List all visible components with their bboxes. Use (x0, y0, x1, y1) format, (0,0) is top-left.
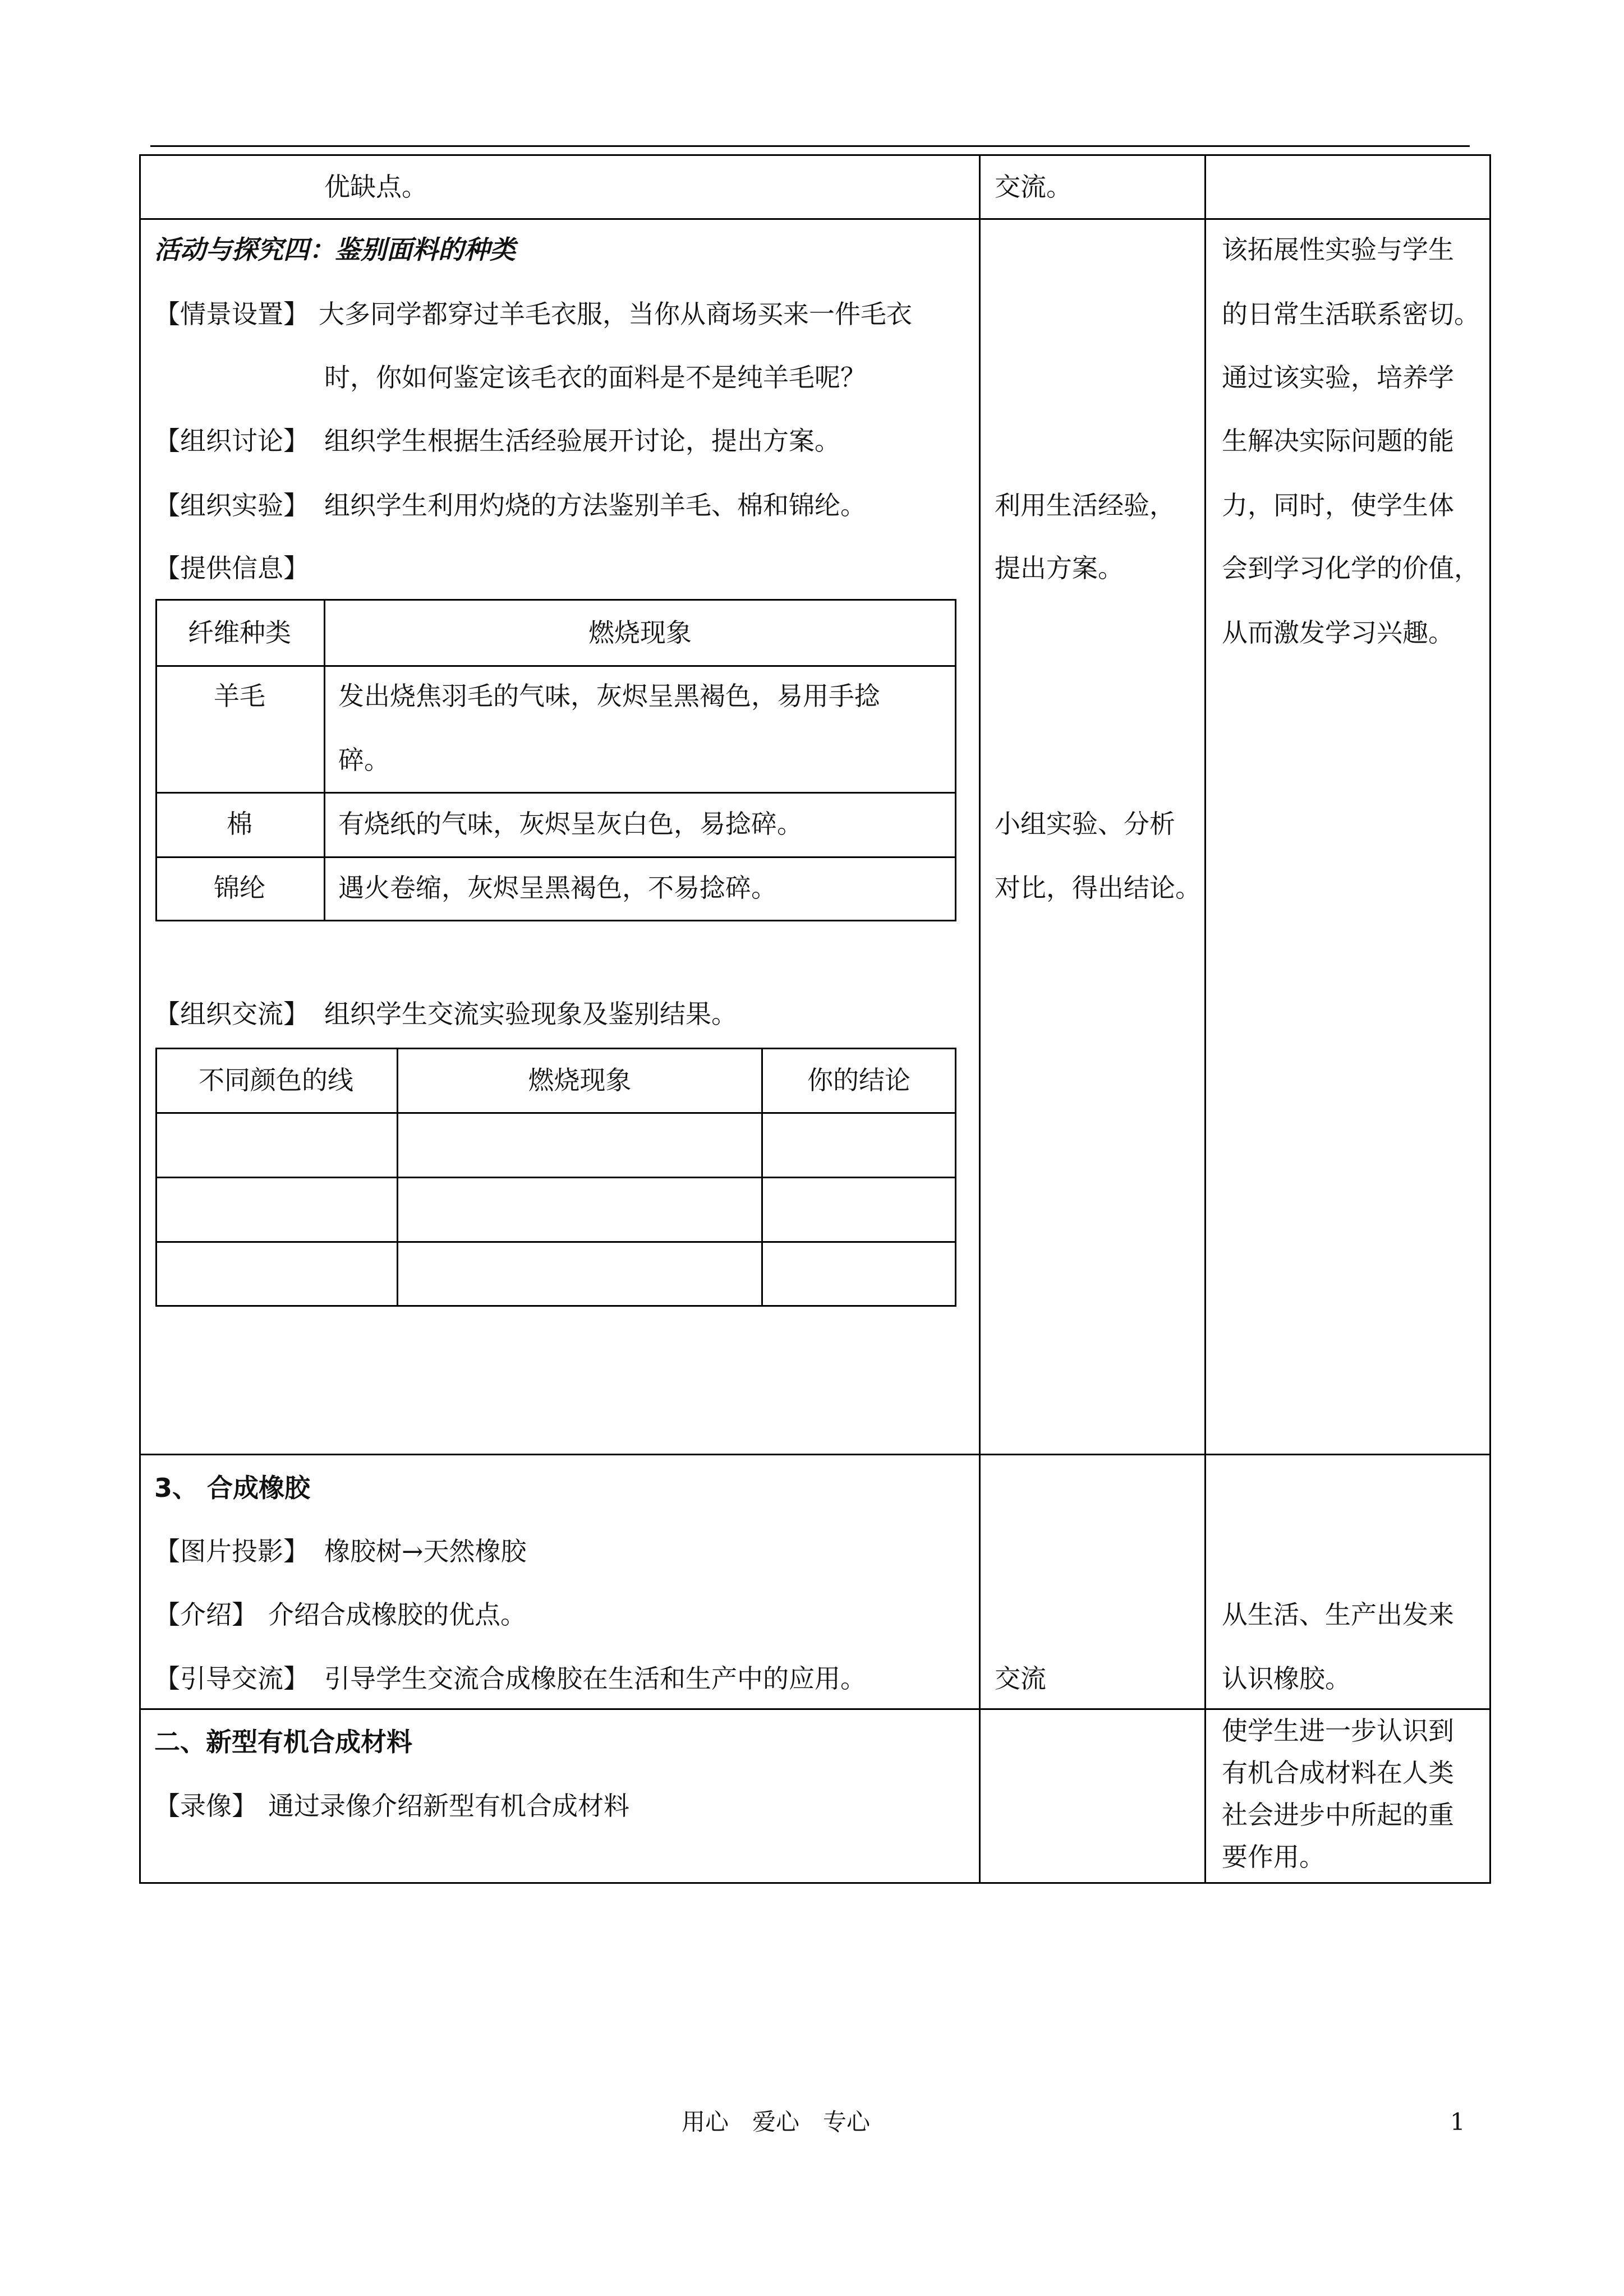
guide-text: 引导学生交流合成橡胶在生活和生产中的应用。 (324, 1663, 866, 1694)
intent-line: 通过该实验，培养学 (1222, 362, 1454, 393)
scenario-line1: 大多同学都穿过羊毛衣服，当你从商场买来一件毛衣 (319, 299, 912, 329)
activity4-title: 活动与探究四：鉴别面料的种类 (154, 234, 516, 265)
result-header-conclusion: 你的结论 (807, 1065, 910, 1095)
result-header-thread: 不同颜色的线 (199, 1065, 353, 1095)
intent-line: 从而激发学习兴趣。 (1222, 617, 1454, 648)
table-col-divider (1204, 154, 1206, 1884)
fiber-row-phenomenon: 有烧纸的气味，灰烬呈灰白色，易捻碎。 (338, 809, 803, 839)
table-border-top (139, 154, 1491, 156)
fiber-row-phenomenon: 遇火卷缩，灰烬呈黑褐色，不易捻碎。 (338, 873, 777, 903)
intent-line: 有机合成材料在人类 (1222, 1758, 1454, 1788)
intro-text: 介绍合成橡胶的优点。 (268, 1599, 526, 1630)
intent-line: 力，同时，使学生体 (1222, 490, 1454, 520)
fiber-row-type: 锦纶 (214, 873, 265, 903)
experiment-text: 组织学生利用灼烧的方法鉴别羊毛、棉和锦纶。 (324, 490, 866, 520)
pic-tag: 【图片投影】 (154, 1536, 309, 1566)
scenario-tag: 【情景设置】 (154, 299, 309, 329)
pic-text: 橡胶树→天然橡胶 (324, 1536, 527, 1566)
intent-line: 该拓展性实验与学生 (1222, 234, 1454, 265)
intent-line: 社会进步中所起的重 (1222, 1800, 1454, 1830)
intent-line: 认识橡胶。 (1222, 1663, 1351, 1694)
student-activity-text: 对比，得出结论。 (995, 873, 1201, 903)
fiber-row-type: 棉 (227, 809, 252, 839)
student-activity-text: 小组实验、分析 (995, 809, 1175, 839)
discuss-tag: 【组织讨论】 (154, 426, 309, 456)
intent-line: 的日常生活联系密切。 (1222, 299, 1480, 329)
fiber-row-type: 羊毛 (214, 681, 265, 711)
table-row-divider (139, 1454, 1491, 1455)
rubber-student-text: 交流 (995, 1663, 1046, 1694)
table-row-divider (139, 1708, 1491, 1710)
fiber-row-phenomenon: 发出烧焦羽毛的气味，灰烬呈黑褐色，易用手捻 (338, 681, 880, 711)
footer-motto: 用心 爱心 专心 (682, 2108, 871, 2136)
page-number: 1 (1450, 2108, 1465, 2136)
table-row-divider (139, 218, 1491, 220)
exchange-tag: 【组织交流】 (154, 999, 309, 1029)
table-border-right (1489, 154, 1491, 1884)
fiber-header-type: 纤维种类 (188, 617, 291, 648)
intent-line: 从生活、生产出发来 (1222, 1599, 1454, 1630)
rubber-title: 3、 合成橡胶 (154, 1473, 311, 1503)
table-col-divider (979, 154, 981, 1884)
exchange-text: 组织学生交流实验现象及鉴别结果。 (324, 999, 737, 1029)
result-header-phenomenon: 燃烧现象 (528, 1065, 632, 1095)
table-border-bottom (139, 1882, 1491, 1884)
fiber-header-phenomenon: 燃烧现象 (588, 617, 692, 648)
experiment-tag: 【组织实验】 (154, 490, 309, 520)
intent-line: 生解决实际问题的能 (1222, 426, 1454, 456)
discuss-text: 组织学生根据生活经验展开讨论，提出方案。 (324, 426, 840, 456)
info-tag: 【提供信息】 (154, 553, 309, 583)
intent-line: 会到学习化学的价值， (1222, 553, 1480, 583)
row1-col2-text: 交流。 (995, 172, 1072, 202)
guide-tag: 【引导交流】 (154, 1663, 309, 1694)
video-text: 通过录像介绍新型有机合成材料 (268, 1791, 629, 1821)
video-tag: 【录像】 (154, 1791, 257, 1821)
header-rule (150, 145, 1470, 147)
student-activity-text: 提出方案。 (995, 553, 1124, 583)
intent-line: 使学生进一步认识到 (1222, 1716, 1454, 1746)
scenario-line2: 时，你如何鉴定该毛衣的面料是不是纯羊毛呢？ (324, 362, 866, 393)
intent-line: 要作用。 (1222, 1842, 1325, 1872)
fiber-row-phenomenon-cont: 碎。 (338, 745, 390, 775)
row1-col1-text: 优缺点。 (324, 172, 427, 202)
student-activity-text: 利用生活经验， (995, 490, 1175, 520)
table-border-left (139, 154, 141, 1884)
intro-tag: 【介绍】 (154, 1599, 257, 1630)
new-materials-title: 二、新型有机合成材料 (154, 1727, 412, 1757)
